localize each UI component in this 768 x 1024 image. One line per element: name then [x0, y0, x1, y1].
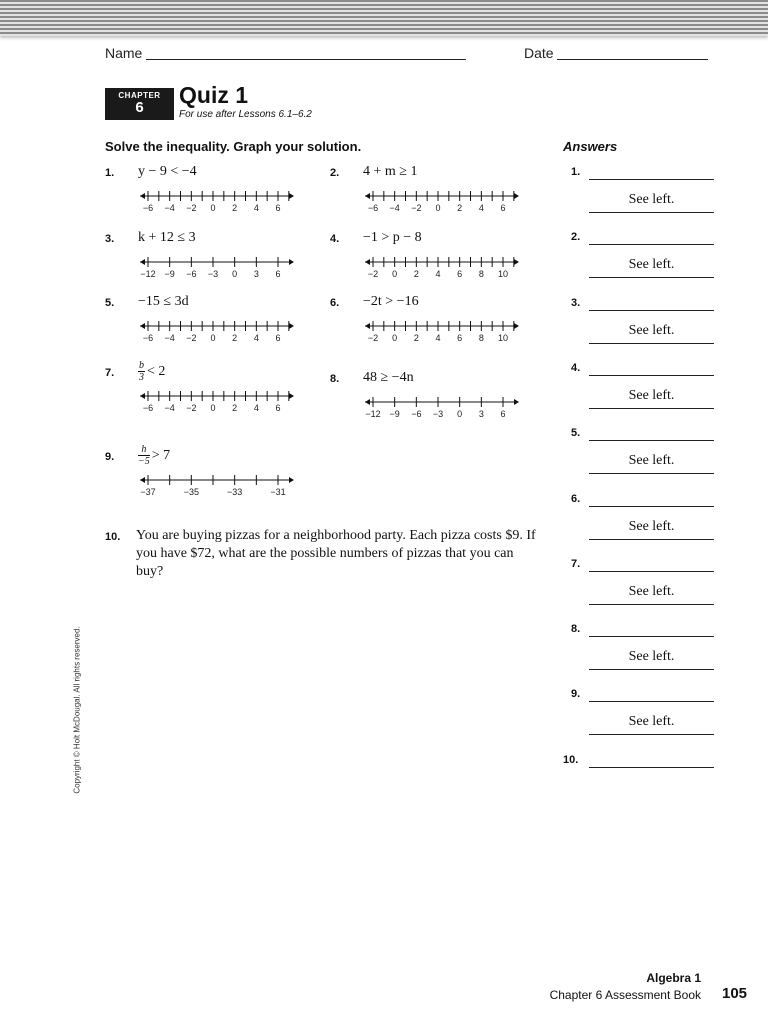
arrow-right-icon — [289, 393, 294, 399]
number-line[interactable] — [138, 470, 298, 498]
problem-number: 5. — [105, 297, 115, 309]
tick-label: 4 — [253, 333, 259, 343]
tick-label: −2 — [186, 203, 197, 213]
answer-line[interactable] — [589, 244, 714, 245]
name-label: Name — [105, 45, 143, 61]
answer-note-line — [589, 343, 714, 344]
answer-note: See left. — [628, 257, 675, 273]
tick-label: 0 — [457, 409, 463, 419]
page-number: 105 — [722, 985, 748, 1002]
answer-note: See left. — [628, 387, 675, 403]
answer-line[interactable] — [589, 701, 714, 702]
number-line[interactable] — [363, 252, 523, 280]
tick-label: −12 — [140, 269, 156, 279]
answer-note-line — [589, 212, 714, 213]
tick-label: 4 — [253, 403, 259, 413]
problem-number: 1. — [105, 167, 115, 179]
inequality-expression: k + 12 ≤ 3 — [138, 230, 196, 245]
problem-number: 6. — [330, 297, 340, 309]
tick-label: −33 — [227, 487, 243, 497]
answer-line[interactable] — [589, 506, 714, 507]
tick-label: 2 — [413, 333, 419, 343]
inequality-expression: −2t > −16 — [363, 294, 419, 309]
tick-label: 4 — [478, 203, 484, 213]
answer-number: 1. — [571, 166, 581, 178]
tick-label: 0 — [232, 269, 238, 279]
quiz-subtitle: For use after Lessons 6.1–6.2 — [179, 109, 312, 120]
answer-note: See left. — [628, 583, 675, 599]
answer-note-line — [589, 473, 714, 474]
tick-label: 2 — [232, 333, 238, 343]
date-line[interactable] — [557, 59, 708, 60]
inequality-expression — [138, 360, 165, 383]
tick-label: −9 — [389, 409, 400, 419]
tick-label: −6 — [142, 333, 154, 343]
tick-label: −3 — [207, 269, 219, 279]
answer-number: 4. — [571, 361, 581, 374]
problem-number: 7. — [105, 367, 115, 379]
inequality-expression: −15 ≤ 3d — [138, 294, 189, 309]
answer-note-line — [589, 277, 714, 278]
number-line[interactable] — [138, 186, 298, 214]
tick-label: −3 — [432, 409, 444, 419]
answer-number: 9. — [571, 688, 581, 701]
tick-label: 8 — [478, 333, 484, 343]
arrow-right-icon — [289, 193, 294, 199]
inequality-expression: 48 ≥ −4n — [363, 370, 414, 385]
arrow-left-icon — [140, 477, 145, 483]
chapter-badge — [105, 88, 174, 120]
inequality-expression: −1 > p − 8 — [363, 230, 422, 245]
tick-label: −31 — [270, 487, 286, 497]
tick-label: 6 — [457, 269, 463, 279]
inequality-expression — [138, 444, 170, 467]
tick-label: −12 — [365, 409, 381, 419]
tick-label: −2 — [186, 403, 197, 413]
tick-label: 6 — [457, 333, 463, 343]
tick-label: 4 — [435, 333, 441, 343]
chapter-number: 6 — [135, 99, 144, 116]
fraction-denominator: 3 — [139, 372, 144, 383]
problem-number: 2. — [330, 167, 340, 179]
answer-number: 2. — [571, 231, 581, 244]
tick-label: −2 — [367, 269, 379, 279]
answer-number: 6. — [571, 492, 581, 505]
tick-label: −4 — [389, 203, 400, 213]
tick-label: 4 — [253, 203, 259, 213]
answer-number: 10. — [563, 753, 579, 766]
number-line[interactable] — [363, 316, 523, 344]
arrow-right-icon — [514, 259, 519, 265]
quiz-title: Quiz 1 — [179, 82, 249, 108]
footer-book-title: Algebra 1 — [646, 971, 701, 985]
tick-label: −37 — [140, 487, 156, 497]
answers-heading: Answers — [563, 139, 618, 154]
answer-line[interactable] — [589, 440, 714, 441]
problem-number: 10. — [105, 531, 121, 543]
instructions: Solve the inequality. Graph your solution. — [105, 139, 362, 154]
tick-label: 2 — [232, 403, 238, 413]
tick-label: 0 — [210, 403, 216, 413]
fraction-numerator: b — [139, 360, 144, 371]
tick-label: 6 — [275, 333, 281, 343]
answer-note-line — [589, 669, 714, 670]
arrow-left-icon — [140, 259, 145, 265]
tick-label: −4 — [164, 203, 175, 213]
answer-note: See left. — [628, 192, 675, 207]
chapter-label: CHAPTER — [118, 91, 161, 100]
arrow-left-icon — [365, 323, 370, 329]
arrow-left-icon — [365, 399, 370, 405]
tick-label: 6 — [500, 409, 506, 419]
tick-label: 10 — [497, 269, 509, 279]
header-stripes — [0, 0, 768, 36]
tick-label: −6 — [142, 403, 154, 413]
tick-label: 10 — [497, 333, 509, 343]
tick-label: 2 — [457, 203, 463, 213]
inequality-rest: > 7 — [151, 447, 171, 463]
arrow-right-icon — [514, 323, 519, 329]
answer-number: 5. — [571, 427, 581, 440]
number-line[interactable] — [138, 316, 298, 344]
arrow-left-icon — [365, 193, 370, 199]
fraction — [138, 444, 150, 467]
fraction-numerator: h — [138, 444, 150, 456]
tick-label: −6 — [186, 269, 197, 279]
answer-note: See left. — [628, 322, 675, 338]
answer-line[interactable] — [589, 375, 714, 376]
number-line[interactable] — [138, 386, 298, 414]
problem-number: 4. — [330, 233, 340, 245]
arrow-right-icon — [289, 323, 294, 329]
inequality-expression: y − 9 < −4 — [138, 164, 197, 179]
tick-label: 2 — [232, 203, 238, 213]
number-line[interactable] — [363, 186, 523, 214]
tick-label: 0 — [392, 269, 398, 279]
tick-label: 8 — [478, 269, 484, 279]
arrow-right-icon — [514, 399, 519, 405]
tick-label: 6 — [275, 269, 281, 279]
answer-line[interactable] — [589, 179, 714, 180]
arrow-left-icon — [140, 393, 145, 399]
date-label: Date — [524, 45, 554, 61]
tick-label: 0 — [210, 203, 216, 213]
answer-note: See left. — [628, 453, 675, 469]
problem-number: 8. — [330, 373, 340, 385]
number-line[interactable] — [138, 252, 298, 280]
answer-line[interactable] — [589, 571, 714, 572]
tick-label: −4 — [164, 333, 175, 343]
tick-label: 2 — [413, 269, 419, 279]
answer-number: 3. — [571, 296, 581, 309]
arrow-right-icon — [289, 259, 294, 265]
tick-label: −6 — [142, 203, 154, 213]
name-line[interactable] — [146, 59, 466, 60]
tick-label: −4 — [164, 403, 175, 413]
answer-note-line — [589, 539, 714, 540]
arrow-left-icon — [140, 193, 145, 199]
tick-label: 3 — [253, 269, 259, 279]
tick-label: −9 — [164, 269, 175, 279]
tick-label: −6 — [411, 409, 422, 419]
tick-label: −2 — [411, 203, 422, 213]
answer-number: 8. — [571, 623, 581, 636]
tick-label: −6 — [367, 203, 379, 213]
tick-label: −35 — [183, 487, 199, 497]
tick-label: 6 — [500, 203, 506, 213]
tick-label: 0 — [392, 333, 398, 343]
arrow-left-icon — [140, 323, 145, 329]
problem-number: 3. — [105, 233, 115, 245]
footer-book-subtitle: Chapter 6 Assessment Book — [549, 988, 701, 1002]
tick-label: 0 — [210, 333, 216, 343]
answer-note-line — [589, 408, 714, 409]
inequality-rest: < 2 — [147, 363, 166, 379]
answer-line[interactable] — [589, 767, 714, 768]
arrow-right-icon — [514, 193, 519, 199]
fraction-denominator: −5 — [138, 456, 150, 467]
problem-number: 9. — [105, 451, 115, 463]
answer-note: See left. — [628, 518, 675, 534]
answer-note: See left. — [628, 649, 675, 665]
tick-label: −2 — [367, 333, 379, 343]
number-line[interactable] — [363, 392, 523, 420]
answer-note-line — [589, 734, 714, 735]
answer-note: See left. — [628, 714, 675, 730]
tick-label: 0 — [435, 203, 441, 213]
answer-number: 7. — [571, 557, 581, 570]
answer-line[interactable] — [589, 636, 714, 637]
tick-label: 4 — [435, 269, 441, 279]
copyright-notice: Copyright © Holt McDougal. All rights reserved. — [72, 626, 82, 794]
fraction — [138, 360, 145, 383]
tick-label: 3 — [478, 409, 484, 419]
word-problem-text: You are buying pizzas for a neighborhood party. Each pizza costs $9. If you have $72, what are the possible numbers of pizzas that you can buy? — [136, 528, 536, 579]
answer-line[interactable] — [589, 310, 714, 311]
tick-label: 6 — [275, 203, 281, 213]
inequality-expression: 4 + m ≥ 1 — [363, 164, 418, 179]
answer-note-line — [589, 604, 714, 605]
arrow-left-icon — [365, 259, 370, 265]
tick-label: −2 — [186, 333, 197, 343]
tick-label: 6 — [275, 403, 281, 413]
arrow-right-icon — [289, 477, 294, 483]
